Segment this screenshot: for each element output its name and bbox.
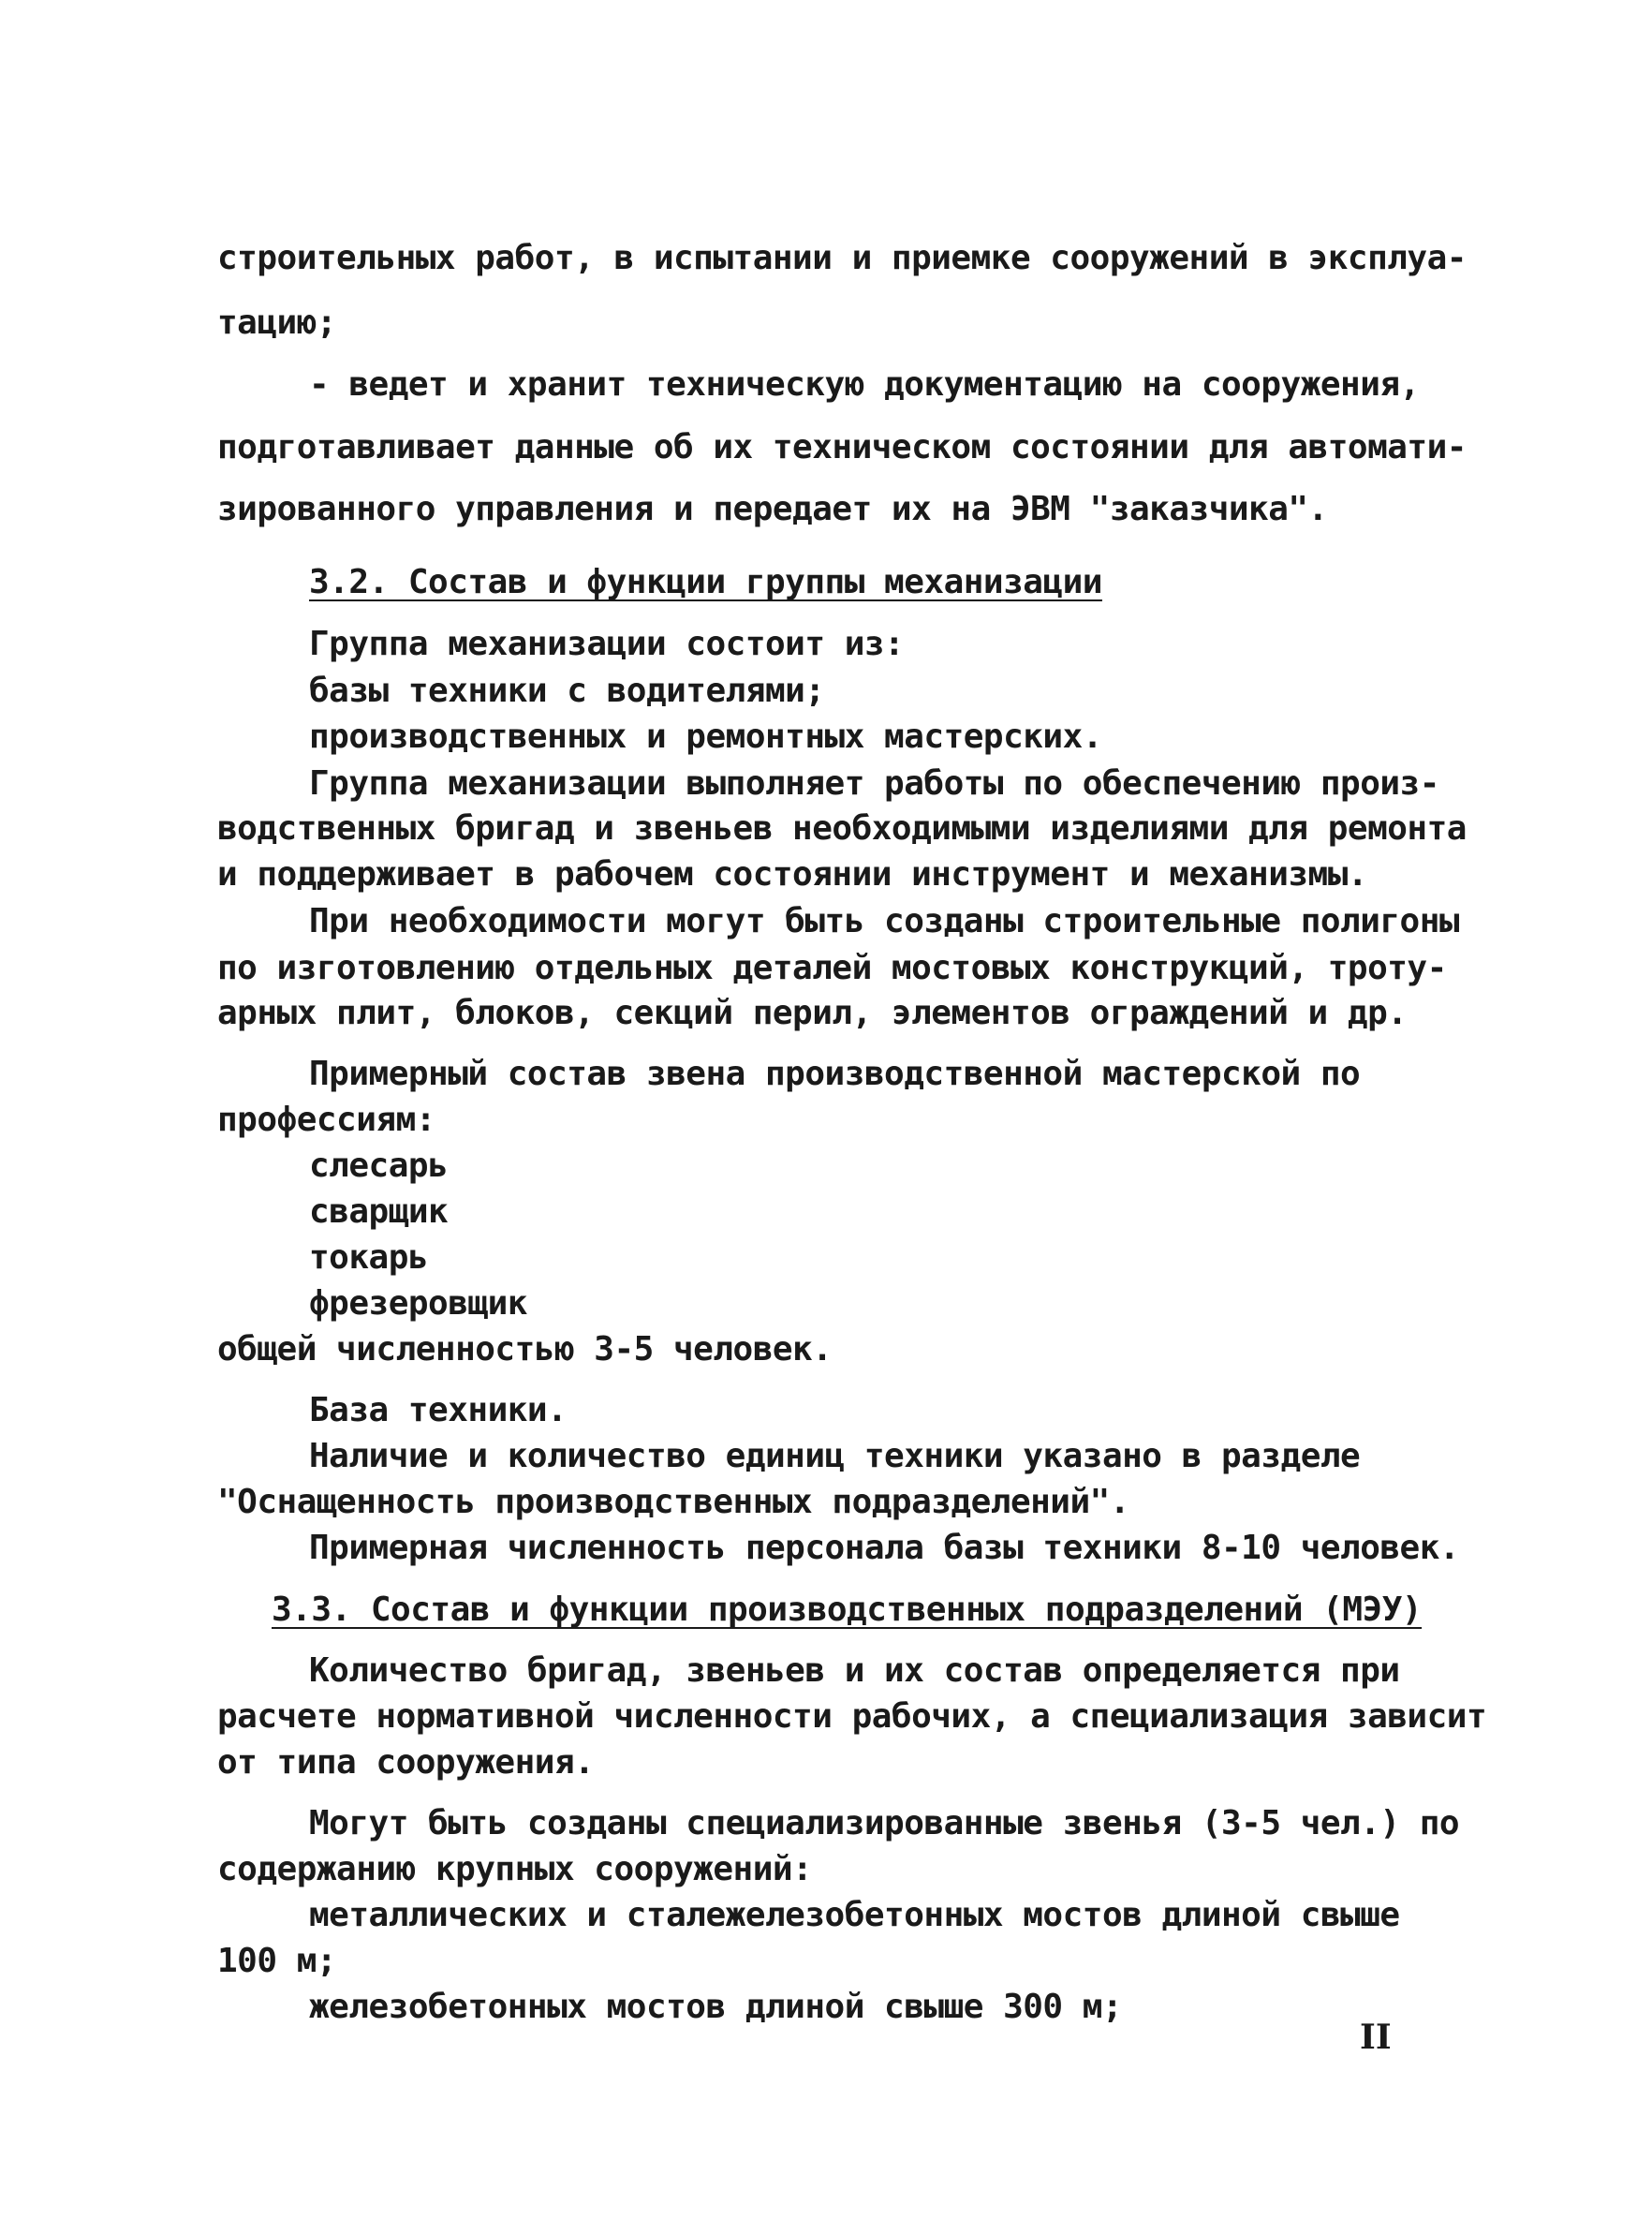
text-line: База техники.: [309, 1391, 568, 1429]
text-line: строительных работ, в испытании и приемке сооружений в эксплуа-: [217, 239, 1467, 277]
text-line: 100 м;: [217, 1942, 337, 1980]
section-heading: 3.3. Состав и функции производственных подразделений (МЭУ): [272, 1590, 1423, 1629]
text-line: Могут быть созданы специализированные звенья (3-5 чел.) по: [309, 1804, 1460, 1842]
text-line: зированного управления и передает их на ЭВМ "заказчика".: [217, 490, 1328, 528]
text-line: железобетонных мостов длиной свыше 300 м;: [309, 1988, 1123, 2026]
text-line: При необходимости могут быть созданы строительные полигоны: [309, 902, 1460, 940]
text-line: "Оснащенность производственных подразделений".: [217, 1483, 1129, 1521]
text-line: от типа сооружения.: [217, 1743, 595, 1782]
text-line: профессиям:: [217, 1101, 435, 1139]
list-item: сварщик: [309, 1192, 449, 1231]
text-line: базы техники с водителями;: [309, 672, 825, 710]
list-item: слесарь: [309, 1147, 449, 1185]
list-item: токарь: [309, 1238, 429, 1277]
text-line: Примерная численность персонала базы техники 8-10 человек.: [309, 1529, 1460, 1567]
section-heading: 3.2. Состав и функции группы механизации: [309, 563, 1102, 601]
text-line: - ведет и хранит техническую документацию на сооружения,: [309, 365, 1420, 404]
text-line: Группа механизации выполняет работы по обеспечению произ-: [309, 764, 1439, 803]
text-line: тацию;: [217, 303, 337, 342]
text-line: металлических и сталежелезобетонных мостов длиной свыше: [309, 1896, 1400, 1934]
text-line: подготавливает данные об их техническом состоянии для автомати-: [217, 428, 1467, 466]
list-item: фрезеровщик: [309, 1284, 527, 1323]
text-line: расчете нормативной численности рабочих, а специализация зависит: [217, 1697, 1487, 1736]
text-line: арных плит, блоков, секций перил, элементов ограждений и др.: [217, 994, 1408, 1032]
text-line: и поддерживает в рабочем состоянии инструмент и механизмы.: [217, 855, 1368, 894]
text-line: водственных бригад и звеньев необходимыми изделиями для ремонта: [217, 809, 1467, 848]
text-line: производственных и ремонтных мастерских.: [309, 718, 1102, 756]
text-line: Примерный состав звена производственной мастерской по: [309, 1055, 1361, 1093]
text-line: Группа механизации состоит из:: [309, 625, 905, 663]
page-number: II: [1360, 2018, 1392, 2057]
text-line: по изготовлению отдельных деталей мостовых конструкций, троту-: [217, 949, 1447, 987]
text-line: содержанию крупных сооружений:: [217, 1850, 813, 1888]
text-line: Количество бригад, звеньев и их состав определяется при: [309, 1651, 1400, 1690]
text-line: Наличие и количество единиц техники указано в разделе: [309, 1437, 1361, 1475]
text-line: общей численностью 3-5 человек.: [217, 1330, 833, 1369]
